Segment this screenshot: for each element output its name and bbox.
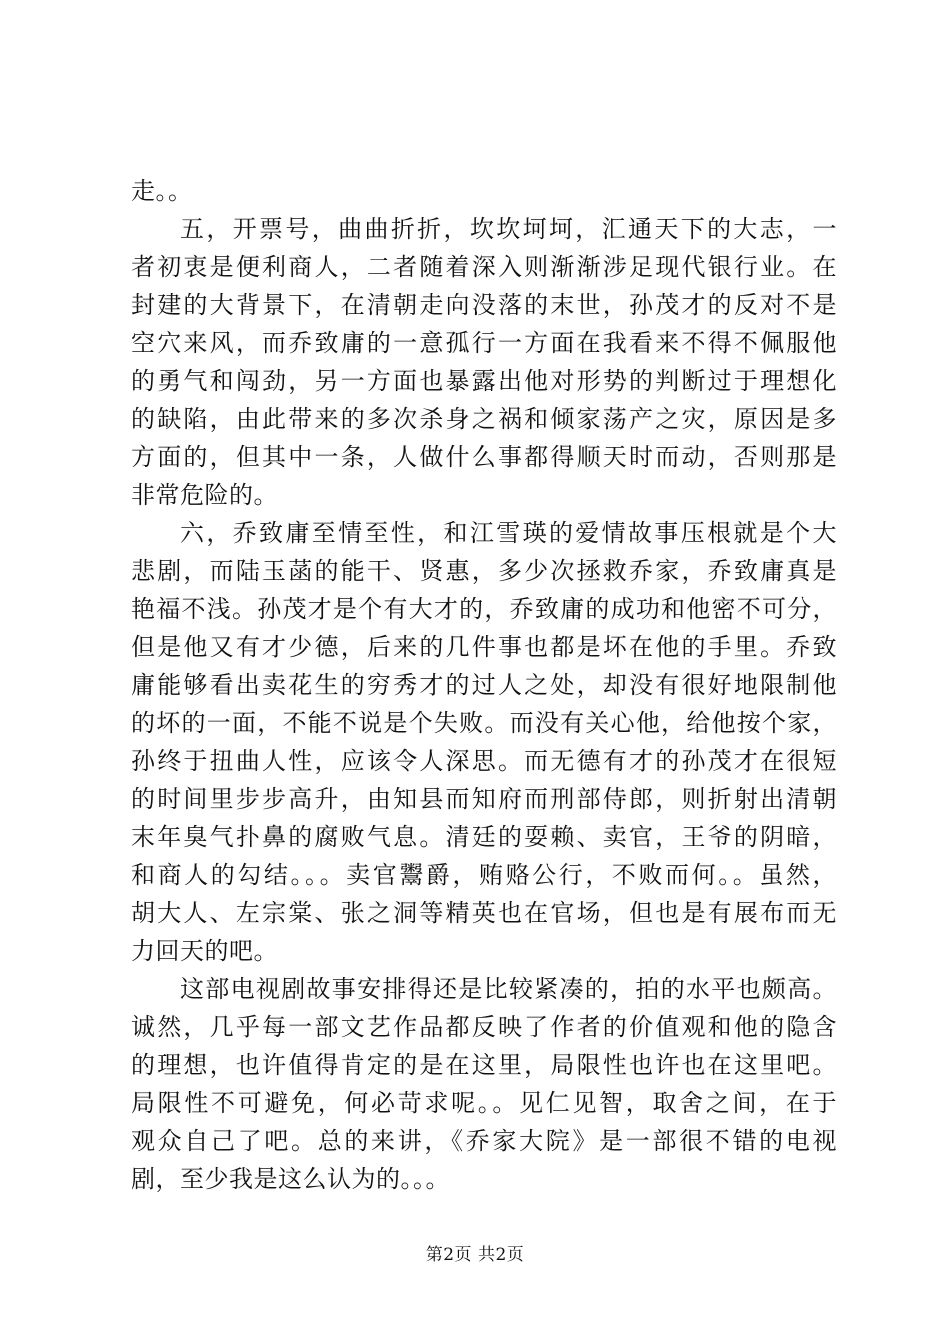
text-line: 封建的大背景下，在清朝走向没落的末世，孙茂才的反对不是 (131, 291, 837, 319)
text-line: 诚然，几乎每一部文艺作品都反映了作者的价值观和他的隐含 (131, 1013, 837, 1041)
text-line: 者初衷是便利商人，二者随着深入则渐渐涉足现代银行业。在 (131, 253, 837, 281)
text-line: 胡大人、左宗棠、张之洞等精英也在官场，但也是有展布而无 (131, 899, 837, 927)
text-line: 和商人的勾结。。。卖官鬻爵，贿赂公行，不败而何。。虽然， (131, 861, 837, 889)
text-line: 空穴来风，而乔致庸的一意孤行一方面在我看来不得不佩服他 (131, 329, 837, 357)
text-line: 庸能够看出卖花生的穷秀才的过人之处，却没有很好地限制他 (131, 671, 837, 699)
text-line: 力回天的吧。 (131, 937, 278, 965)
text-line: 的勇气和闯劲，另一方面也暴露出他对形势的判断过于理想化 (131, 367, 837, 395)
text-line: 艳福不浅。孙茂才是个有大才的，乔致庸的成功和他密不可分， (131, 595, 837, 623)
text-line: 悲剧，而陆玉菡的能干、贤惠，多少次拯救乔家，乔致庸真是 (131, 557, 837, 585)
paragraph-line: 这部电视剧故事安排得还是比较紧凑的，拍的水平也颇高。 (180, 975, 837, 1003)
text-line: 的时间里步步高升，由知县而知府而刑部侍郎，则折射出清朝 (131, 785, 837, 813)
text-line: 走。。 (131, 177, 193, 205)
page-footer: 第2页 共2页 (425, 1245, 525, 1265)
text-line: 孙终于扭曲人性，应该令人深思。而无德有才的孙茂才在很短 (131, 747, 837, 775)
text-line: 的坏的一面，不能不说是个失败。而没有关心他，给他按个家， (131, 709, 837, 737)
paragraph-line: 五，开票号，曲曲折折，坎坎坷坷，汇通天下的大志，一 (180, 215, 837, 243)
text-line: 方面的，但其中一条，人做什么事都得顺天时而动，否则那是 (131, 443, 837, 471)
text-line: 观众自己了吧。总的来讲，《乔家大院》是一部很不错的电视 (131, 1127, 837, 1155)
text-line: 末年臭气扑鼻的腐败气息。清廷的耍赖、卖官，王爷的阴暗， (131, 823, 837, 851)
text-line: 的理想，也许值得肯定的是在这里，局限性也许也在这里吧。 (131, 1051, 837, 1079)
text-line: 的缺陷，由此带来的多次杀身之祸和倾家荡产之灾，原因是多 (131, 405, 837, 433)
document-body (131, 172, 837, 1198)
text-line: 非常危险的。 (131, 481, 278, 509)
text-line: 但是他又有才少德，后来的几件事也都是坏在他的手里。乔致 (131, 633, 837, 661)
paragraph-line: 六，乔致庸至情至性，和江雪瑛的爱情故事压根就是个大 (180, 519, 837, 547)
text-line: 剧，至少我是这么认为的。。。 (131, 1165, 450, 1193)
text-line: 局限性不可避免，何必苛求呢。。见仁见智，取舍之间，在于 (131, 1089, 837, 1117)
